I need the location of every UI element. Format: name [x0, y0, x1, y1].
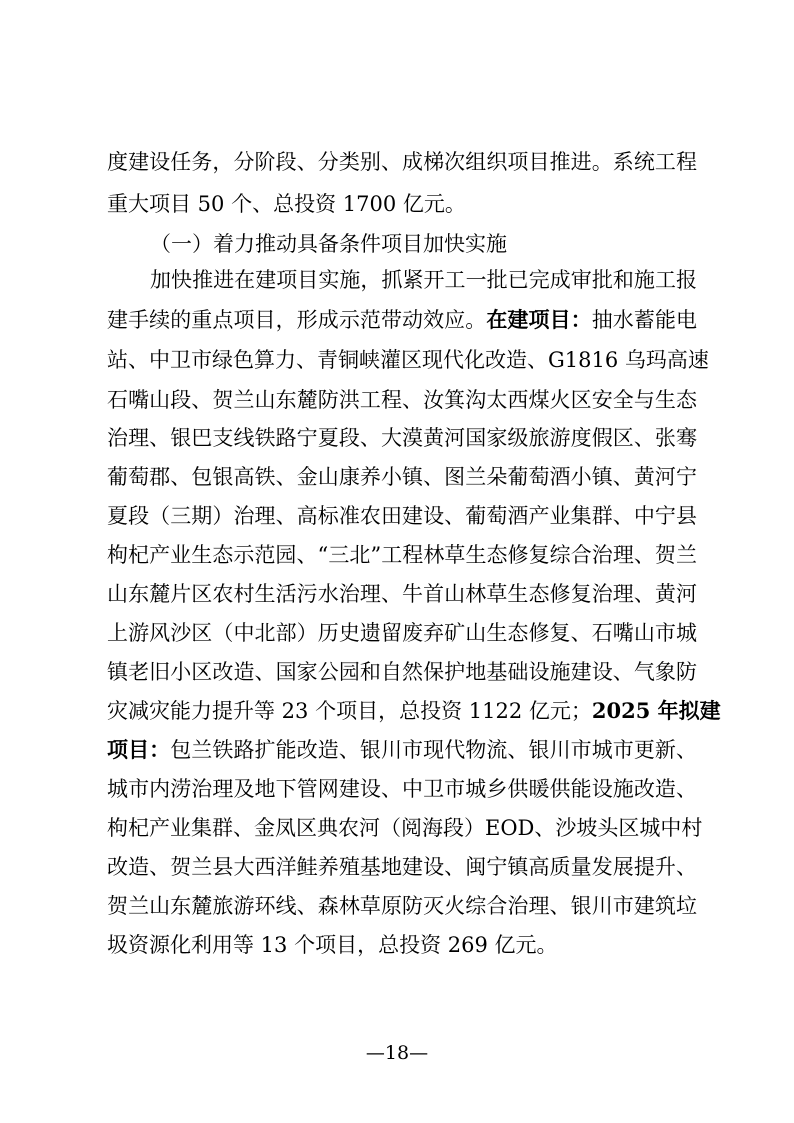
- body-line-5: 治理、银巴支线铁路宁夏段、大漠黄河国家级旅游度假区、张骞: [107, 426, 697, 450]
- body-line-1: 加快推进在建项目实施，抓紧开工一批已完成审批和施工报: [150, 268, 697, 292]
- body-line-14: 城市内涝治理及地下管网建设、中卫市城乡供暖供能设施改造、: [107, 777, 697, 801]
- body-line-18: 圾资源化利用等 13 个项目，总投资 269 亿元。: [107, 933, 558, 957]
- planned-projects-label-part2: 项目：: [107, 737, 171, 762]
- body-line-16: 改造、贺兰县大西洋鲑养殖基地建设、闽宁镇高质量发展提升、: [107, 855, 697, 879]
- body-line-11: 镇老旧小区改造、国家公园和自然保护地基础设施建设、气象防: [107, 660, 697, 684]
- intro-line-1: 度建设任务，分阶段、分类别、成梯次组织项目推进。系统工程: [107, 150, 697, 174]
- body-line-4: 石嘴山段、贺兰山东麓防洪工程、汝箕沟太西煤火区安全与生态: [107, 388, 697, 412]
- body-line-13: [107, 734, 697, 766]
- body-line-2: [107, 304, 697, 336]
- body-line-2-tail: 抽水蓄能电: [591, 308, 698, 332]
- body-line-12-text: 灾减灾能力提升等 23 个项目，总投资 1122 亿元；: [107, 699, 592, 723]
- intro-line-2: 重大项目 50 个、总投资 1700 亿元。: [107, 192, 466, 216]
- body-line-17: 贺兰山东麓旅游环线、森林草原防灭火综合治理、银川市建筑垃: [107, 894, 697, 918]
- body-line-9: 山东麓片区农村生活污水治理、牛首山林草生态修复治理、黄河: [107, 582, 697, 606]
- section-heading: （一）着力推动具备条件项目加快实施: [150, 232, 507, 256]
- in-progress-projects-label: 在建项目：: [486, 307, 592, 332]
- body-line-3: 站、中卫市绿色算力、青铜峡灌区现代化改造、G1816 乌玛高速: [107, 348, 709, 372]
- page-number: —18—: [365, 1042, 429, 1064]
- body-line-13-text: 包兰铁路扩能改造、银川市现代物流、银川市城市更新、: [170, 738, 698, 762]
- planned-projects-label-part1: 2025 年拟建: [591, 698, 721, 723]
- body-line-12: [107, 695, 721, 727]
- body-line-2-text: 建手续的重点项目，形成示范带动效应。: [107, 308, 487, 332]
- body-line-8: 枸杞产业生态示范园、“三北”工程林草生态修复综合治理、贺兰: [107, 543, 697, 567]
- body-line-7: 夏段（三期）治理、高标准农田建设、葡萄酒产业集群、中宁县: [107, 504, 697, 528]
- body-line-15: 枸杞产业集群、金凤区典农河（阅海段）EOD、沙坡头区城中村: [107, 816, 703, 840]
- body-line-10: 上游风沙区（中北部）历史遗留废弃矿山生态修复、石嘴山市城: [107, 621, 697, 645]
- body-line-6: 葡萄郡、包银高铁、金山康养小镇、图兰朵葡萄酒小镇、黄河宁: [107, 465, 697, 489]
